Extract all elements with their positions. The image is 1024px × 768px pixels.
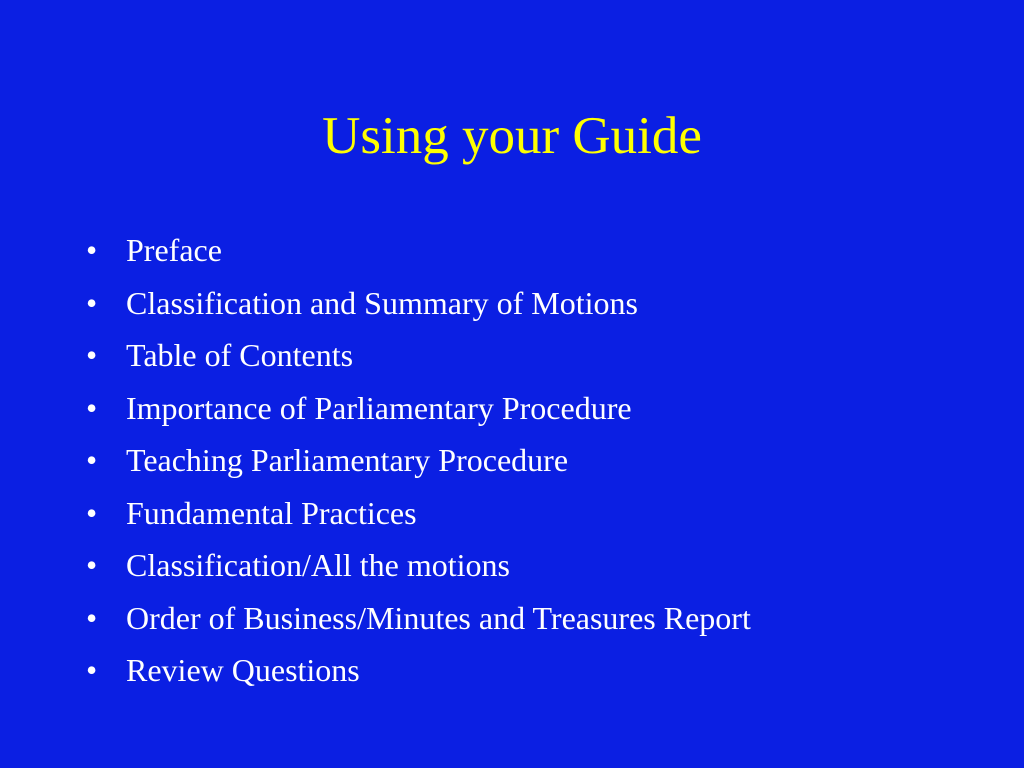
bullet-icon: • — [86, 442, 98, 478]
bullet-text: Review Questions — [126, 652, 360, 688]
bullet-icon: • — [86, 652, 98, 688]
bullet-icon: • — [86, 599, 98, 636]
bullet-icon: • — [86, 232, 98, 268]
bullet-icon: • — [86, 337, 98, 373]
bullet-icon: • — [86, 547, 98, 583]
bullet-text: Importance of Parliamentary Procedure — [126, 389, 632, 426]
bullet-icon: • — [86, 284, 98, 321]
bullet-icon: • — [86, 389, 98, 426]
bullet-icon: • — [86, 494, 98, 531]
bullet-text: Preface — [126, 232, 222, 268]
slide-title: Using your Guide — [322, 107, 702, 165]
bullet-text: Order of Business/Minutes and Treasures Report — [126, 599, 751, 636]
bullet-text: Fundamental Practices — [126, 494, 417, 531]
bullet-text: Table of Contents — [126, 337, 354, 373]
bullet-text: Classification/All the motions — [126, 547, 510, 583]
bullet-text: Classification and Summary of Motions — [126, 284, 638, 321]
bullet-text: Teaching Parliamentary Procedure — [126, 442, 569, 478]
